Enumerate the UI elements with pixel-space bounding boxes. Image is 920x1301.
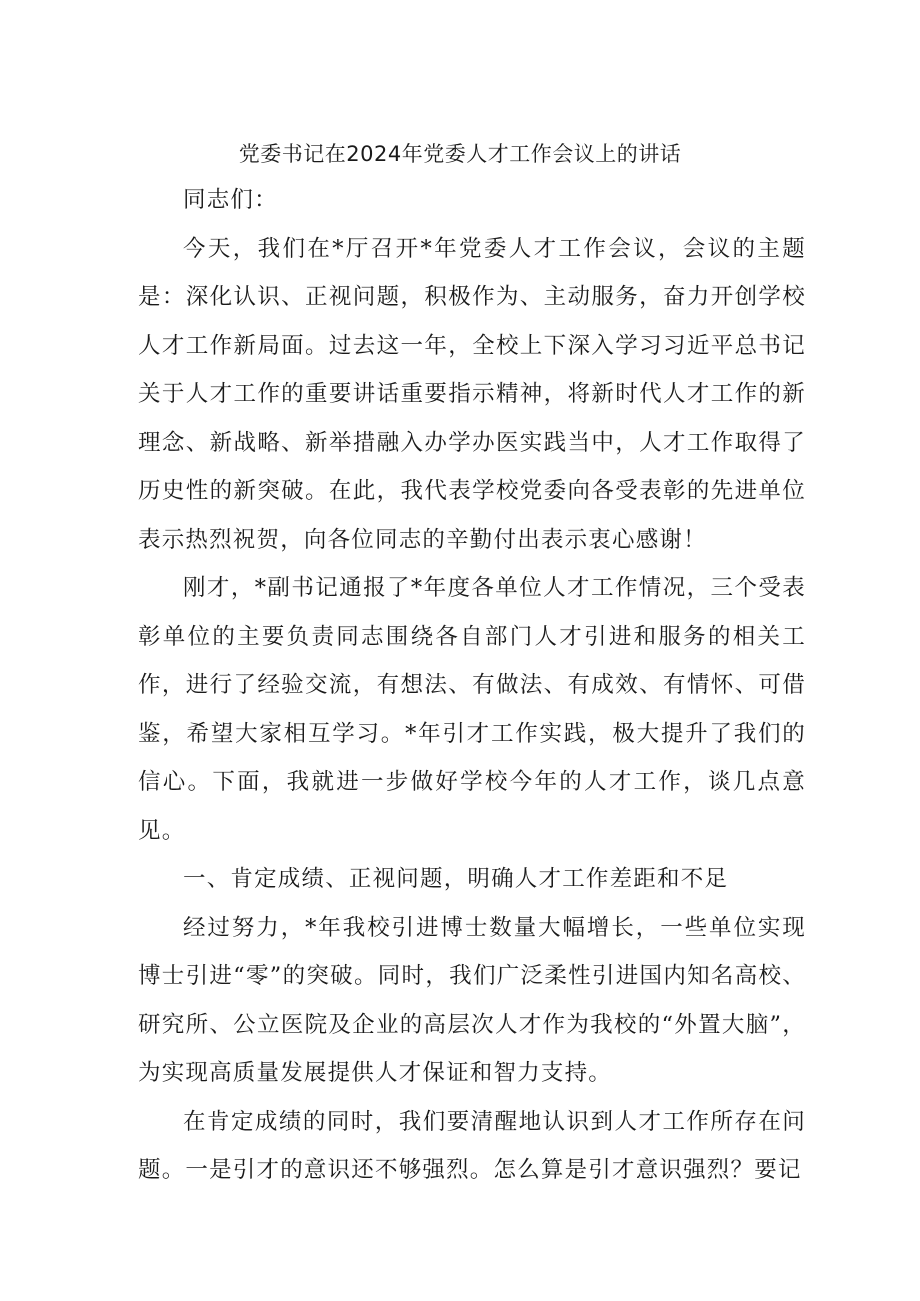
paragraph-opening: 今天，我们在*厅召开*年党委人才工作会议，会议的主题是：深化认识、正视问题，积极作为、主动服务，奋力开创学校人才工作新局面。过去这一年，全校上下深入学习习近平总书记关于人才工作的重要讲话重要指示精神，将新时代人才工作的新理念、新战略、新举措融入办学办医实践当中，人才工作取得了历史性的新突破。在此，我代表学校党委向各受表彰的先进单位表示热烈祝贺，向各位同志的辛勤付出表示衷心感谢！ bbox=[138, 235, 806, 553]
paragraph-report: 刚才，*副书记通报了*年度各单位人才工作情况，三个受表彰单位的主要负责同志围绕各自部门人才引进和服务的相关工作，进行了经验交流，有想法、有做法、有成效、有情怀、可借鉴，希望大家相互学习。*年引才工作实践，极大提升了我们的信心。下面，我就进一步做好学校今年的人才工作，谈几点意见。 bbox=[138, 575, 806, 844]
document-title: 党委书记在2024年党委人才工作会议上的讲话 bbox=[238, 142, 682, 166]
document-body bbox=[138, 176, 806, 1195]
paragraph-achievements: 经过努力，*年我校引进博士数量大幅增长，一些单位实现博士引进“零”的突破。同时，我们广泛柔性引进国内知名高校、研究所、公立医院及企业的高层次人才作为我校的“外置大脑”，为实现高质量发展提供人才保证和智力支持。 bbox=[138, 914, 806, 1086]
paragraph-problems: 在肯定成绩的同时，我们要清醒地认识到人才工作所存在问题。一是引才的意识还不够强烈。怎么算是引才意识强烈？要记 bbox=[138, 1108, 806, 1183]
section-heading: 一、肯定成绩、正视问题，明确人才工作差距和不足 bbox=[183, 866, 729, 892]
salutation: 同志们： bbox=[183, 187, 278, 213]
